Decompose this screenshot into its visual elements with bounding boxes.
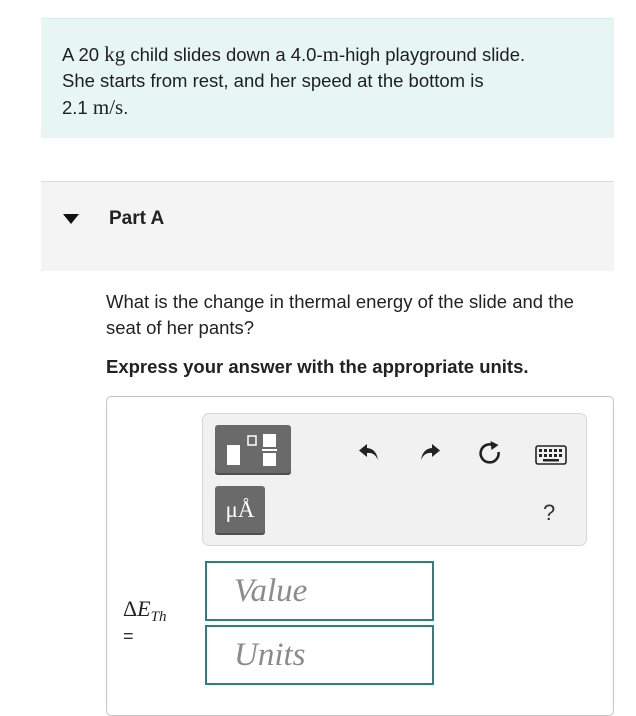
help-button[interactable]: ? bbox=[543, 500, 556, 525]
redo-icon[interactable] bbox=[417, 439, 443, 465]
templates-button[interactable] bbox=[215, 425, 291, 475]
collapse-caret-icon[interactable] bbox=[63, 214, 79, 224]
keyboard-icon[interactable] bbox=[535, 445, 567, 465]
question-text: What is the change in thermal energy of the slide and the seat of her pants? bbox=[106, 291, 574, 338]
energy-subscript: Th bbox=[150, 609, 167, 625]
answer-variable-label bbox=[123, 596, 166, 626]
problem-text-2: child slides down a 4.0- bbox=[125, 44, 323, 65]
equals-sign: = bbox=[123, 626, 134, 646]
units-input[interactable] bbox=[205, 625, 434, 685]
units-button[interactable]: μÅ bbox=[215, 486, 265, 535]
problem-text-3: -high playground slide. bbox=[338, 44, 526, 65]
problem-text-5: . bbox=[123, 97, 129, 118]
problem-text-1: A 20 bbox=[62, 44, 105, 65]
undo-icon[interactable] bbox=[356, 439, 382, 465]
part-a-header[interactable] bbox=[41, 181, 614, 271]
math-toolbar bbox=[202, 413, 587, 546]
speed-value: 2.1 bbox=[62, 97, 93, 118]
height-unit: m bbox=[322, 42, 339, 66]
templates-icon bbox=[215, 425, 291, 475]
reset-icon[interactable] bbox=[476, 439, 504, 467]
instruction-text: Express your answer with the appropriate units. bbox=[106, 356, 529, 377]
part-title: Part A bbox=[109, 208, 165, 229]
delta-symbol: Δ bbox=[123, 596, 138, 621]
problem-text-4: She starts from rest, and her speed at the bottom is bbox=[62, 70, 484, 91]
problem-statement bbox=[41, 18, 614, 138]
speed-unit: m/s bbox=[92, 95, 124, 119]
energy-symbol: E bbox=[137, 596, 151, 621]
mass-unit: kg bbox=[104, 42, 126, 66]
value-input[interactable] bbox=[205, 561, 434, 621]
